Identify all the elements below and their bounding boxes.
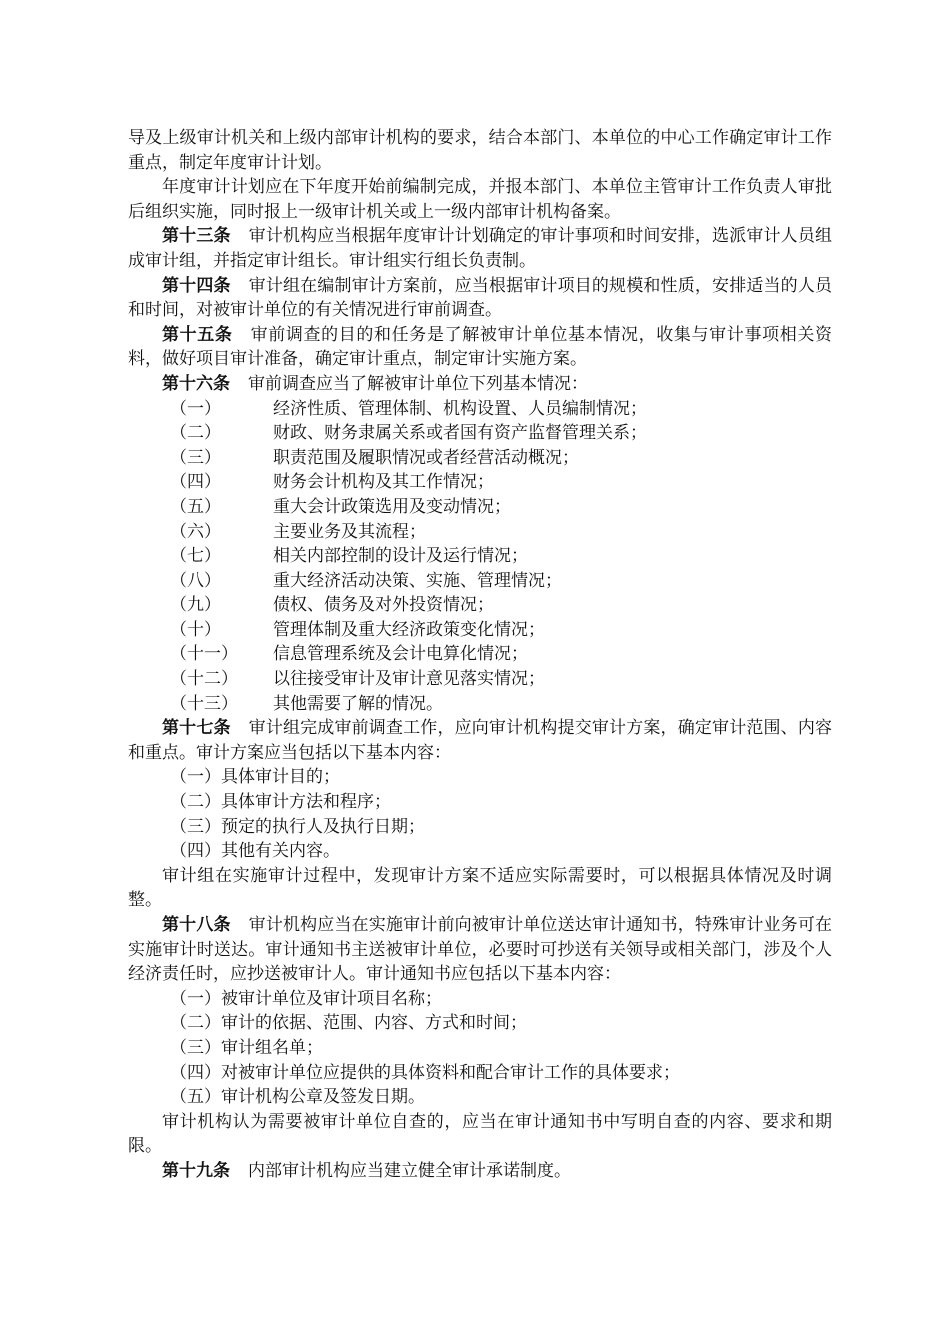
list-item: （二）审计的依据、范围、内容、方式和时间； <box>170 1013 527 1034</box>
list-item: （六） 主要业务及其流程； <box>170 521 426 542</box>
list-item: （一）具体审计目的； <box>170 767 340 788</box>
article-17 <box>128 716 832 765</box>
article-18-text: 审计机构应当在实施审计前向被审计单位送达审计通知书，特殊审计业务可在实施审计时送达。审计通知书主送被审计单位，必要时可抄送有关领导或相关部门，涉及个人经济责任时，应抄送被审计人。审计通知书应包括以下基本内容： <box>128 915 833 985</box>
article-18-title: 第十八条 <box>162 915 231 935</box>
article-15-text: 审前调查的目的和任务是了解被审计单位基本情况，收集与审计事项相关资料，做好项目审计准备，确定审计重点，制定审计实施方案。 <box>128 324 833 370</box>
article-13-title: 第十三条 <box>162 226 231 247</box>
list-item: （一）被审计单位及审计项目名称； <box>170 988 442 1009</box>
article-14 <box>128 274 832 323</box>
article-19 <box>128 1159 832 1184</box>
article-16 <box>128 372 832 397</box>
article-17-text: 审计组完成审前调查工作，应向审计机构提交审计方案，确定审计范围、内容和重点。审计方案应当包括以下基本内容： <box>128 718 833 763</box>
list-item: （十一） 信息管理系统及会计电算化情况； <box>170 644 528 665</box>
list-item: （九） 债权、债务及对外投资情况； <box>170 595 494 616</box>
paragraph-continuation: 导及上级审计机关和上级内部审计机构的要求，结合本部门、本单位的中心工作确定审计工作重点，制定年度审计计划。 <box>128 128 832 173</box>
paragraph-annual-plan: 年度审计计划应在下年度开始前编制完成，并报本部门、本单位主管审计工作负责人审批后组织实施，同时报上一级审计机关或上一级内部审计机构备案。 <box>128 177 832 222</box>
list-item: （八） 重大经济活动决策、实施、管理情况； <box>170 570 562 591</box>
article-15 <box>128 323 832 372</box>
article-16-list <box>128 397 832 717</box>
article-16-text: 审前调查应当了解被审计单位下列基本情况： <box>248 373 588 394</box>
list-item: （四） 财务会计机构及其工作情况； <box>170 472 494 493</box>
article-13 <box>128 224 832 273</box>
article-17-title: 第十七条 <box>162 718 231 739</box>
article-13-text: 审计机构应当根据年度审计计划确定的审计事项和时间安排，选派审计人员组成审计组，并指定审计组长。审计组实行组长负责制。 <box>128 226 833 271</box>
list-item: （五） 重大会计政策选用及变动情况； <box>170 496 511 517</box>
article-14-text: 审计组在编制审计方案前，应当根据审计项目的规模和性质，安排适当的人员和时间，对被审计单位的有关情况进行审前调查。 <box>128 275 833 321</box>
article-19-text: 内部审计机构应当建立健全审计承诺制度。 <box>248 1160 571 1181</box>
article-17-note: 审计组在实施审计过程中，发现审计方案不适应实际需要时，可以根据具体情况及时调整。 <box>128 865 832 911</box>
list-item: （七） 相关内部控制的设计及运行情况； <box>170 546 528 567</box>
article-18 <box>128 913 832 987</box>
list-item: （十二） 以往接受审计及审计意见落实情况； <box>170 669 545 690</box>
article-17-list <box>128 765 832 863</box>
list-item: （三） 职责范围及履职情况或者经营活动概况； <box>170 447 579 468</box>
list-item: （十三） 其他需要了解的情况。 <box>170 693 443 714</box>
list-item: （十） 管理体制及重大经济政策变化情况； <box>170 619 545 640</box>
article-16-title: 第十六条 <box>162 373 230 394</box>
list-item: （二） 财政、财务隶属关系或者国有资产监督管理关系； <box>170 423 647 444</box>
list-item: （五）审计机构公章及签发日期。 <box>170 1087 425 1108</box>
document-body <box>128 126 832 1184</box>
list-item: （四）对被审计单位应提供的具体资料和配合审计工作的具体要求； <box>170 1062 680 1083</box>
list-item: （三）审计组名单； <box>170 1037 323 1058</box>
article-18-list <box>128 987 832 1110</box>
list-item: （三）预定的执行人及执行日期； <box>170 816 425 837</box>
list-item: （一） 经济性质、管理体制、机构设置、人员编制情况； <box>170 398 647 419</box>
article-19-title: 第十九条 <box>162 1160 230 1181</box>
article-18-note: 审计机构认为需要被审计单位自查的，应当在审计通知书中写明自查的内容、要求和期限。 <box>128 1111 832 1157</box>
list-item: （四）其他有关内容。 <box>170 841 340 862</box>
list-item: （二）具体审计方法和程序； <box>170 792 391 813</box>
article-14-title: 第十四条 <box>162 275 231 296</box>
article-15-title: 第十五条 <box>162 324 233 345</box>
